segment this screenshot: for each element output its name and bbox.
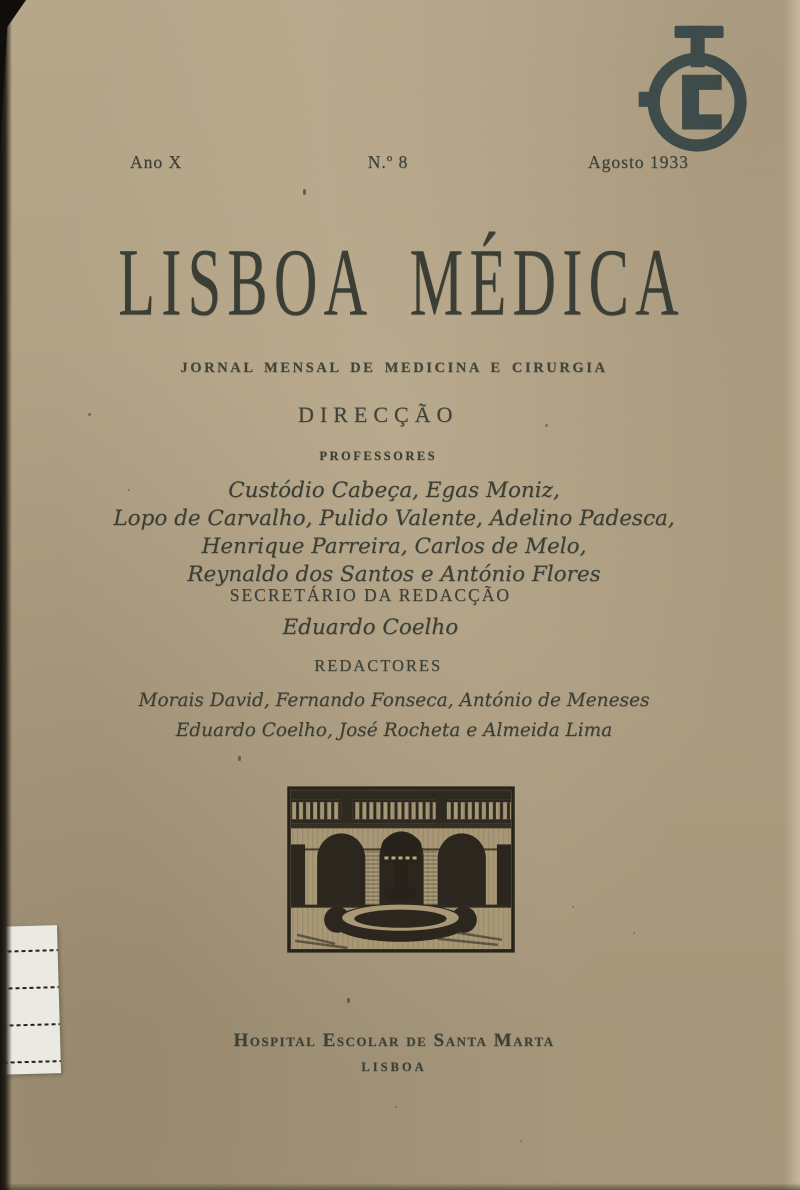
secretario-heading: SECRETÁRIO DA REDACÇÃO <box>229 585 511 605</box>
journal-title: LISBOA MÉDICA <box>118 228 685 336</box>
paper-speck <box>652 516 655 519</box>
masthead-row <box>0 152 788 178</box>
journal-subtitle: JORNAL MENSAL DE MEDICINA E CIRURGIA <box>180 360 608 376</box>
direccao-heading: DIRECÇÃO <box>298 402 459 427</box>
page-edge-highlight <box>784 0 800 1190</box>
paper-speck <box>520 1140 522 1142</box>
paper-speck <box>545 424 548 427</box>
redactores-line: Eduardo Coelho, José Rocheta e Almeida Lima <box>175 720 613 741</box>
paper-speck <box>128 489 130 491</box>
professors-line: Henrique Parreira, Carlos de Melo, <box>201 534 587 559</box>
paper-speck <box>347 998 350 1003</box>
footer-institution: Hospital Escolar de Santa Marta <box>233 1030 555 1051</box>
issue-number: N.º 8 <box>367 152 409 172</box>
issue-date: Agosto 1933 <box>588 152 689 172</box>
tc-monogram-stamp-icon <box>638 22 762 154</box>
paper-speck <box>303 189 306 195</box>
secretario-name: Eduardo Coelho <box>282 615 459 640</box>
professores-subheading: PROFESSORES <box>319 449 438 463</box>
scan-dark-left-edge <box>0 0 12 1190</box>
edition-label: Ano X <box>130 152 183 172</box>
paper-speck <box>238 756 241 761</box>
professors-name-list <box>0 477 788 589</box>
redactores-line: Morais David, Fernando Fonseca, António de Meneses <box>138 690 650 711</box>
paper-speck <box>633 932 635 934</box>
redactores-heading: REDACTORES <box>314 656 443 675</box>
professors-line: Custódio Cabeça, Egas Moniz, <box>228 478 560 503</box>
footer-city: LISBOA <box>361 1060 427 1074</box>
cloister-fountain-engraving <box>287 786 515 953</box>
scan-bottom-shadow <box>0 1183 800 1190</box>
professors-line: Lopo de Carvalho, Pulido Valente, Adelino Padesca, <box>113 506 675 531</box>
professors-line: Reynaldo dos Santos e António Flores <box>187 562 601 587</box>
paper-speck <box>88 413 91 416</box>
paper-speck <box>572 906 574 908</box>
paper-speck <box>395 1106 397 1108</box>
redactores-name-list <box>0 686 788 746</box>
